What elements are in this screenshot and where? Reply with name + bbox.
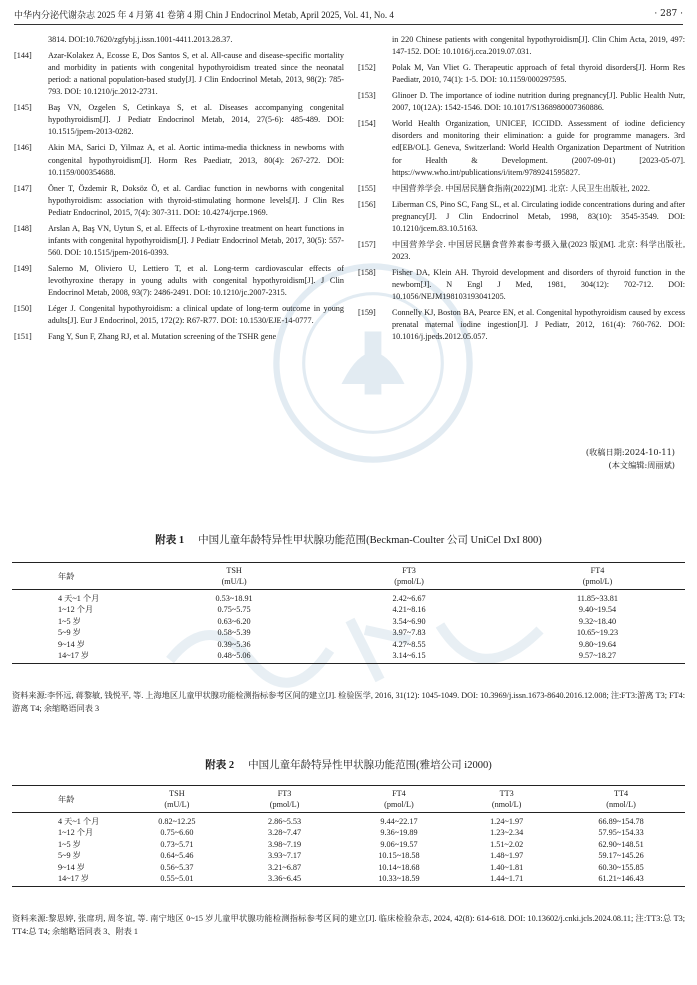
- reference-number: [147]: [14, 183, 32, 193]
- range-cell: 9.06~19.57: [380, 839, 418, 849]
- range-cell: 0.73~5.71: [160, 839, 194, 849]
- table-row: [12, 627, 685, 638]
- references-right-column: [358, 34, 685, 347]
- editor-credit: (本文编辑:周丽斌): [608, 459, 675, 470]
- range-cell: 3.97~7.83: [392, 628, 426, 638]
- age-group-cell: 5~9 岁: [58, 628, 81, 638]
- reference-number: [154]: [358, 119, 376, 129]
- reference-item: [358, 118, 685, 178]
- table-row: [12, 616, 685, 627]
- reference-item: [14, 331, 344, 343]
- table1-header-row: [12, 563, 685, 590]
- table2: [12, 785, 685, 887]
- range-cell: 66.89~154.78: [598, 817, 644, 826]
- reference-item: [358, 239, 685, 263]
- age-group-cell: 1~5 岁: [58, 616, 81, 626]
- range-cell: 3.21~6.87: [268, 862, 302, 872]
- reference-item: [358, 199, 685, 235]
- range-cell: 1.23~2.34: [490, 828, 524, 838]
- range-cell: 10.14~18.68: [378, 862, 420, 872]
- reference-number: [146]: [14, 143, 32, 153]
- range-cell: 3.36~6.45: [227, 873, 341, 887]
- reference-text: 中国营养学会. 中国居民膳食指南(2022)[M]. 北京: 人民卫生出版社, 2022.: [392, 183, 650, 193]
- reference-item: [358, 183, 685, 195]
- reference-item: [14, 50, 344, 98]
- range-cell: 0.75~6.60: [160, 828, 194, 838]
- reference-number: [144]: [14, 50, 32, 60]
- column-header: [126, 786, 227, 813]
- range-cell: 2.42~6.67: [392, 594, 426, 603]
- range-cell: 1.48~1.97: [490, 851, 524, 861]
- table2-source-note: 资料来源:黎思婷, 张席玥, 周冬谊, 等. 南宁地区 0~15 岁儿童甲状腺功能检测指标参考区间的建立[J]. 临床检验杂志, 2024, 42(8): 614-618. DOI: 10.13602/j.cnki.jcls.2024.08.11; 注:TT3:总 T3; TT4:总 T4; 余缩略语同表 3、附表 1: [12, 914, 685, 937]
- reference-number: [149]: [14, 263, 32, 273]
- received-date: (收稿日期:2024-10-11): [585, 447, 675, 457]
- reference-item: [14, 142, 344, 178]
- range-cell: 0.58~5.39: [217, 628, 251, 638]
- page-number: · 287 ·: [654, 9, 683, 19]
- reference-number: [159]: [358, 308, 376, 317]
- range-cell: 3.93~7.17: [268, 851, 302, 861]
- table-row: [12, 639, 685, 650]
- reference-text: Fisher DA, Klein AH. Thyroid development and disorders of thyroid function in the newborn[J]. N Engl J Med, 1981, 304(12): 702-712. DOI: 10.1056/NEJM198103193041205.: [392, 267, 685, 302]
- range-cell: 0.53~18.91: [215, 594, 253, 603]
- table1-title: [0, 532, 697, 547]
- table2-header-row: [12, 786, 685, 813]
- column-unit: (mU/L): [221, 577, 247, 586]
- range-cell: 60.30~155.85: [598, 862, 644, 872]
- column-name: 年龄: [58, 794, 75, 804]
- column-unit: (nmol/L): [606, 800, 636, 809]
- column-header: [160, 563, 308, 590]
- age-group-cell: 14~17 岁: [12, 873, 126, 887]
- table2-label: 附表 2: [205, 760, 235, 771]
- column-unit: (pmol/L): [394, 577, 424, 586]
- column-header: [456, 786, 557, 813]
- column-name: FT3: [277, 789, 292, 798]
- table-row: [12, 590, 685, 605]
- reference-number: [152]: [358, 63, 376, 73]
- table-row: [12, 813, 685, 828]
- age-group-cell: 1~12 个月: [58, 605, 94, 615]
- column-name: TT4: [613, 789, 629, 798]
- reference-text: Polak M, Van Vliet G. Therapeutic approach of fetal thyroid disorders[J]. Horm Res Paediatr, 2010, 74(1): 1-5. DOI: 10.1159/000297595.: [392, 63, 685, 85]
- reference-number: [156]: [358, 199, 376, 209]
- range-cell: 10.65~19.23: [576, 628, 619, 638]
- reference-item: [14, 223, 344, 259]
- reference-continuation: 3814. DOI:10.7620/zgfybj.j.issn.1001-4411.2013.28.37.: [48, 35, 233, 44]
- table2-title: [0, 757, 697, 772]
- range-cell: 4.21~8.16: [392, 605, 426, 615]
- journal-citation-header: 中华内分泌代谢杂志 2025 年 4 月第 41 卷第 4 期 Chin J Endocrinol Metab, April 2025, Vol. 41, No. 4: [14, 9, 394, 20]
- column-unit: (pmol/L): [582, 577, 613, 586]
- column-unit: (mU/L): [164, 800, 190, 809]
- reference-text: Fang Y, Sun F, Zhang RJ, et al. Mutation screening of the TSHR gene: [48, 332, 277, 342]
- range-cell: 9.57~18.27: [510, 650, 685, 664]
- column-header: [510, 563, 685, 590]
- reference-item: [14, 263, 344, 299]
- column-name: FT3: [402, 566, 416, 575]
- table-row: [12, 839, 685, 850]
- references-left-column: [14, 34, 344, 347]
- reference-number: [151]: [14, 332, 32, 342]
- range-cell: 9.36~19.89: [380, 828, 418, 838]
- range-cell: 1.40~1.81: [490, 862, 524, 872]
- age-group-cell: 4 天~1 个月: [58, 817, 100, 826]
- column-header: [308, 563, 510, 590]
- column-header: [342, 786, 456, 813]
- age-group-cell: 14~17 岁: [12, 650, 160, 664]
- reference-number: [155]: [358, 183, 376, 193]
- range-cell: 9.44~22.17: [380, 817, 418, 826]
- range-cell: 10.15~18.58: [378, 851, 420, 861]
- header-divider: [14, 24, 683, 25]
- range-cell: 9.32~18.40: [578, 616, 617, 626]
- table-row: [12, 862, 685, 873]
- running-header: [14, 6, 683, 22]
- reference-item: [358, 62, 685, 86]
- table-row: [12, 604, 685, 615]
- range-cell: 0.39~5.36: [217, 639, 251, 649]
- table1-caption: 中国儿童年龄特异性甲状腺功能范围(Beckman-Coulter 公司 UniCel DxI 800): [198, 535, 542, 546]
- range-cell: 3.28~7.47: [268, 828, 302, 838]
- reference-number: [148]: [14, 223, 32, 233]
- column-name: TSH: [226, 566, 242, 575]
- age-group-cell: 4 天~1 个月: [58, 594, 100, 603]
- reference-continuation: in 220 Chinese patients with congenital hypothyroidism[J]. Clin Chim Acta, 2019, 497: 147-152. DOI: 10.1016/j.cca.2019.07.031.: [392, 35, 685, 57]
- age-group-cell: 9~14 岁: [58, 639, 85, 649]
- column-unit: (pmol/L): [269, 800, 300, 809]
- reference-number: [145]: [14, 103, 32, 113]
- range-cell: 9.40~19.54: [578, 605, 617, 615]
- reference-text: Arslan A, Baş VN, Uytun S, et al. Effects of L-thyroxine treatment on heart functions in infants with congenital hypothyroidism[J]. J Pediatr Endocrinol Metab, 2017, 30(5): 557-560. DOI: 10.1515/jpem-2016-0393.: [48, 223, 344, 257]
- reference-text: Azar-Kolakez A, Ecosse E, Dos Santos S, et al. All-cause and disease-specific mortality and morbidity in patients with congenital hypothyroidism treated since the neonatal period: a national population-based study[J]. J Clin Endocrinol Metab, 2013, 98(2): 785-793. DOI: 10.1210/jc.2012-2731.: [48, 50, 344, 97]
- reference-number: [153]: [358, 91, 376, 101]
- reference-number: [150]: [14, 304, 32, 314]
- column-header: [227, 786, 341, 813]
- age-group-cell: 1~12 个月: [58, 828, 94, 838]
- table1: [12, 562, 685, 664]
- reference-item: [14, 303, 344, 327]
- table1-label: 附表 1: [155, 535, 185, 546]
- table-row: [12, 873, 685, 887]
- reference-number: [158]: [358, 267, 376, 277]
- range-cell: 0.75~5.75: [217, 605, 251, 615]
- reference-number: [157]: [358, 239, 376, 249]
- age-group-cell: 5~9 岁: [58, 851, 81, 861]
- column-header: [557, 786, 685, 813]
- reference-text: Glinoer D. The importance of iodine nutrition during pregnancy[J]. Public Health Nutr, 2007, 10(12A): 1542-1546. DOI: 10.1017/S1368980007360886.: [392, 91, 685, 113]
- range-cell: 3.98~7.19: [268, 839, 302, 849]
- reference-text: Liberman CS, Pino SC, Fang SL, et al. Circulating iodide concentrations during and after pregnancy[J]. J Clin Endocrinol Metab, 1998, 83(10): 3545-3549. DOI: 10.1210/jcem.83.10.5163.: [392, 199, 685, 233]
- reference-text: Akin MA, Sarici D, Yilmaz A, et al. Aortic intima-media thickness in newborns with congenital hypothyroidism[J]. Horm Res Paediatr, 2013, 80(4): 267-272. DOI: 10.1159/000354688.: [48, 143, 344, 177]
- range-cell: 61.21~146.43: [557, 873, 685, 887]
- column-name: FT4: [590, 566, 605, 575]
- column-unit: (nmol/L): [491, 800, 522, 809]
- reference-item: [14, 183, 344, 219]
- range-cell: 1.51~2.02: [490, 839, 524, 849]
- reference-text: Salerno M, Oliviero U, Lettiero T, et al. Long-term cardiovascular effects of levothyroxine therapy in young adults with congenital hypothyroidism[J]. J Clin Endocrinol Metab, 2008, 93(7): 2486-2491. DOI: 10.1210/jc.2007-2315.: [48, 263, 344, 298]
- column-name: 年龄: [58, 571, 75, 581]
- reference-text: World Health Organization, UNICEF, ICCIDD. Assessment of iodine deficiency disorders and monitoring their elimination: a guide for programme managers. 3rd ed[EB/OL]. Geneva, Switzerland: World Health Organization Department of Nutrition for Health & Development. (2007-09-01) [2023-05-07]. https://www.who.int/publications/i/item/9789241595827.: [392, 119, 685, 177]
- range-cell: 1.24~1.97: [490, 817, 524, 826]
- column-name: TT3: [499, 789, 514, 798]
- range-cell: 2.86~5.53: [268, 817, 302, 826]
- table-row: [12, 850, 685, 861]
- reference-text: Léger J. Congenital hypothyroidism: a clinical update of long-term outcome in young adults[J]. Eur J Endocrinol, 2015, 172(2): R67-R77. DOI: 10.1530/EJE-14-0777.: [48, 304, 344, 326]
- reference-text: 中国营养学会. 中国居民膳食营养素参考摄入量(2023 版)[M]. 北京: 科学出版社, 2023.: [392, 239, 685, 261]
- range-cell: 0.55~5.01: [126, 873, 227, 887]
- age-group-cell: 1~5 岁: [58, 839, 81, 849]
- range-cell: 11.85~33.81: [577, 594, 618, 603]
- range-cell: 0.63~6.20: [217, 616, 251, 626]
- reference-item: [358, 307, 685, 343]
- range-cell: 0.48~5.06: [160, 650, 308, 664]
- table-row: [12, 650, 685, 664]
- column-name: TSH: [169, 789, 185, 798]
- column-header: [12, 563, 160, 590]
- column-header: [12, 786, 126, 813]
- reference-text: Connelly KJ, Boston BA, Pearce EN, et al. Congenital hypothyroidism caused by excess prenatal maternal iodine ingestion[J]. J Pediatr, 2012, 161(4): 760-762. DOI: 10.1016/j.jpeds.2012.05.057.: [392, 308, 685, 342]
- table-row: [12, 827, 685, 838]
- column-name: FT4: [392, 789, 406, 798]
- range-cell: 59.17~145.26: [598, 851, 644, 861]
- range-cell: 57.95~154.33: [598, 828, 644, 838]
- range-cell: 0.64~5.46: [160, 851, 194, 861]
- range-cell: 10.33~18.59: [342, 873, 456, 887]
- reference-item: [14, 102, 344, 138]
- range-cell: 62.90~148.51: [598, 839, 644, 849]
- range-cell: 4.27~8.55: [392, 639, 426, 649]
- reference-text: Baş VN, Ozgelen S, Cetinkaya S, et al. Diseases accompanying congenital hypothyroidism[J]. J Pediatr Endocrinol Metab, 2014, 27(5-6): 485-489. DOI: 10.1515/jpem-2013-0282.: [48, 103, 344, 137]
- table2-caption: 中国儿童年龄特异性甲状腺功能范围(雅培公司 i2000): [248, 760, 492, 771]
- table1-source-note: 资料来源:李怀远, 蒋黎敏, 钱悦平, 等. 上海地区儿童甲状腺功能检测指标参考区间的建立[J]. 检验医学, 2016, 31(12): 1045-1049. DOI: 10.3969/j.issn.1673-8640.2016.12.008; 注:FT3:游离 T3; FT4:游离 T4; 余缩略语同表 3: [12, 691, 685, 714]
- range-cell: 3.54~6.90: [392, 616, 426, 626]
- reference-item: [358, 267, 685, 303]
- reference-text: Öner T, Özdemir R, Doksöz Ö, et al. Cardiac function in newborns with congenital hypothyroidism: association with thyroid-stimulating hormone levels[J]. J Clin Res Pediatr Endocrinol, 2015, 7(4): 307-311. DOI: 10.4274/jcrpe.1969.: [48, 183, 344, 217]
- column-unit: (pmol/L): [384, 800, 414, 809]
- range-cell: 0.82~12.25: [158, 817, 196, 826]
- article-footer: [358, 446, 685, 471]
- range-cell: 9.80~19.64: [578, 639, 617, 649]
- range-cell: 1.44~1.71: [456, 873, 557, 887]
- reference-item: [358, 90, 685, 114]
- range-cell: 0.56~5.37: [160, 862, 194, 872]
- age-group-cell: 9~14 岁: [58, 862, 85, 872]
- range-cell: 3.14~6.15: [308, 650, 510, 664]
